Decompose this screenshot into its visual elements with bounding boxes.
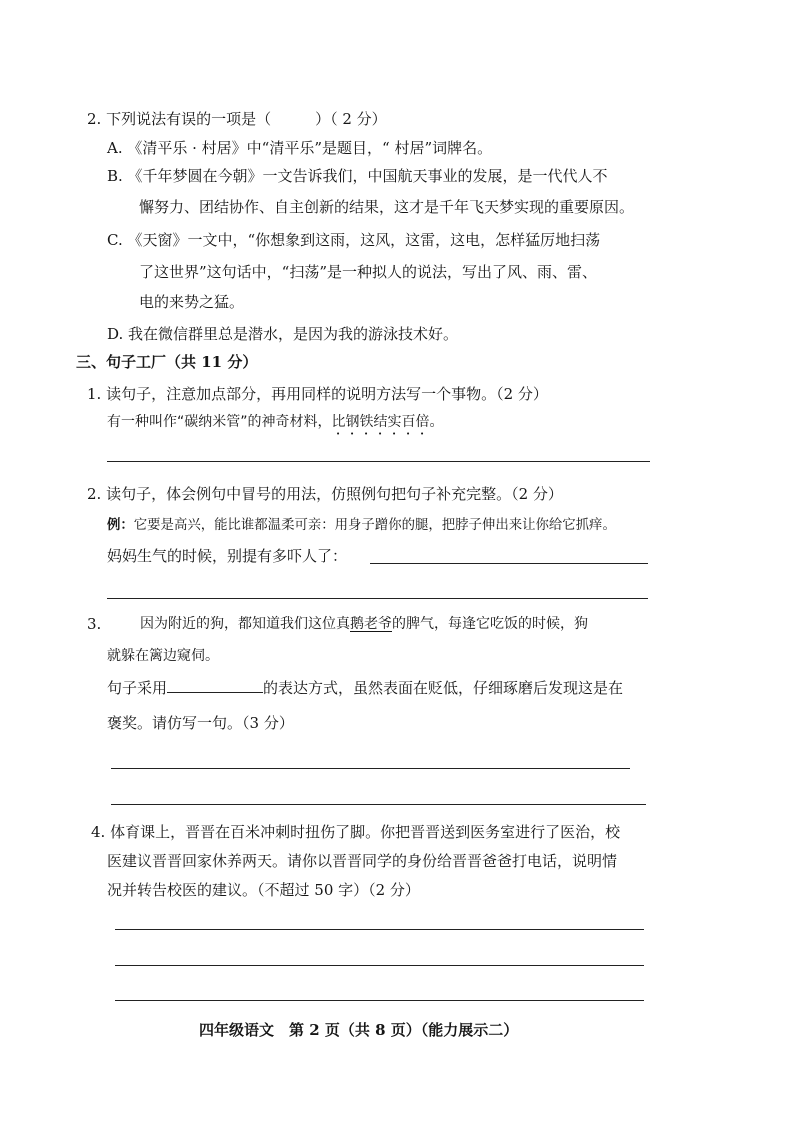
s4-answer-line-3[interactable]: [115, 1000, 644, 1001]
s3-answer-line-2[interactable]: [111, 804, 646, 805]
s4-question-line3: 况并转告校医的建议。（不超过 50 字）（2 分）: [107, 881, 420, 899]
s4-question-line1: 4. 体育课上，晋晋在百米冲刺时扭伤了脚。你把晋晋送到医务室进行了医治，校: [91, 823, 621, 841]
q2-option-b-line2: 懈努力、团结协作、自主创新的结果，这才是千年飞天梦实现的重要原因。: [139, 198, 635, 216]
s1-answer-line[interactable]: [107, 461, 650, 462]
q2-stem-after: ）（ 2 分）: [315, 110, 387, 128]
s3-sentence-line2: 就躲在篱边窥伺。: [107, 648, 219, 664]
s3-text-after-blank: 的表达方式，虽然表面在贬低，仔细琢磨后发现这是在: [263, 679, 624, 697]
s2-answer-line-1[interactable]: [370, 563, 648, 564]
s3-task-line2: 褒奖。请仿写一句。（3 分）: [107, 714, 294, 732]
s3-answer-line-1[interactable]: [111, 768, 630, 769]
s3-sentence-line1: [140, 614, 588, 634]
s2-example-text: 它要是高兴，能比谁都温柔可亲：用身子蹭你的腿，把脖子伸出来让你给它抓痒。: [133, 518, 616, 533]
q2-stem-before: 2. 下列说法有误的一项是（: [87, 110, 272, 128]
s3-sentence-after: 的脾气，每逢它吃饭的时候，狗: [392, 616, 588, 632]
s3-number: 3.: [87, 615, 102, 633]
s1-question: 1. 读句子，注意加点部分，再用同样的说明方法写一个事物。（2 分）: [87, 385, 548, 403]
s2-answer-line-2[interactable]: [107, 598, 648, 599]
q2-option-c-line1: C. 《天窗》一文中，“你想象到这雨，这风，这雷，这电，怎样猛厉地扫荡: [107, 231, 601, 249]
q2-option-c-line3: 电的来势之猛。: [139, 293, 245, 311]
s2-example: [107, 516, 616, 536]
q2-option-c-line2: 了这世界”这句话中，“扫荡”是一种拟人的说法，写出了风、雨、雷、: [139, 263, 598, 281]
s2-question: 2. 读句子，体会例句中冒号的用法，仿照例句把句子补充完整。（2 分）: [87, 485, 563, 503]
q2-stem: [87, 109, 387, 129]
s2-example-label: 例：: [107, 518, 134, 533]
s3-underlined-word: 鹅老爷: [350, 616, 392, 632]
s4-question-line2: 医建议晋晋回家休养两天。请你以晋晋同学的身份给晋晋爸爸打电话，说明情: [107, 852, 618, 870]
q2-option-a: A. 《清平乐 · 村居》中“清平乐”是题目，“ 村居”词牌名。: [107, 139, 493, 157]
s3-task-line1: [107, 678, 623, 698]
s3-text-before-blank: 句子采用: [107, 679, 168, 697]
s3-sentence-before: 因为附近的狗，都知道我们这位真: [140, 616, 350, 632]
s1-sentence-plain: 有一种叫作“碳纳米管”的神奇材料，: [107, 414, 332, 430]
page-footer: 四年级语文 第 2 页（共 8 页）（能力展示二）: [199, 1021, 519, 1039]
s4-answer-line-1[interactable]: [115, 929, 644, 930]
s1-dotted-phrase: 比钢铁结实百倍: [331, 414, 430, 430]
s2-prompt: 妈妈生气的时候，别提有多吓人了：: [107, 547, 348, 565]
q2-option-b-line1: B. 《千年梦圆在今朝》一文告诉我们，中国航天事业的发展，是一代代人不: [107, 167, 608, 185]
s4-answer-line-2[interactable]: [115, 965, 644, 966]
s1-sentence: [107, 412, 444, 438]
q2-option-d: D. 我在微信群里总是潜水，是因为我的游泳技术好。: [107, 325, 459, 343]
section-heading: 三、句子工厂（共 11 分）: [76, 353, 258, 371]
s3-method-blank[interactable]: [167, 678, 263, 693]
s1-sentence-end: 。: [429, 414, 444, 430]
